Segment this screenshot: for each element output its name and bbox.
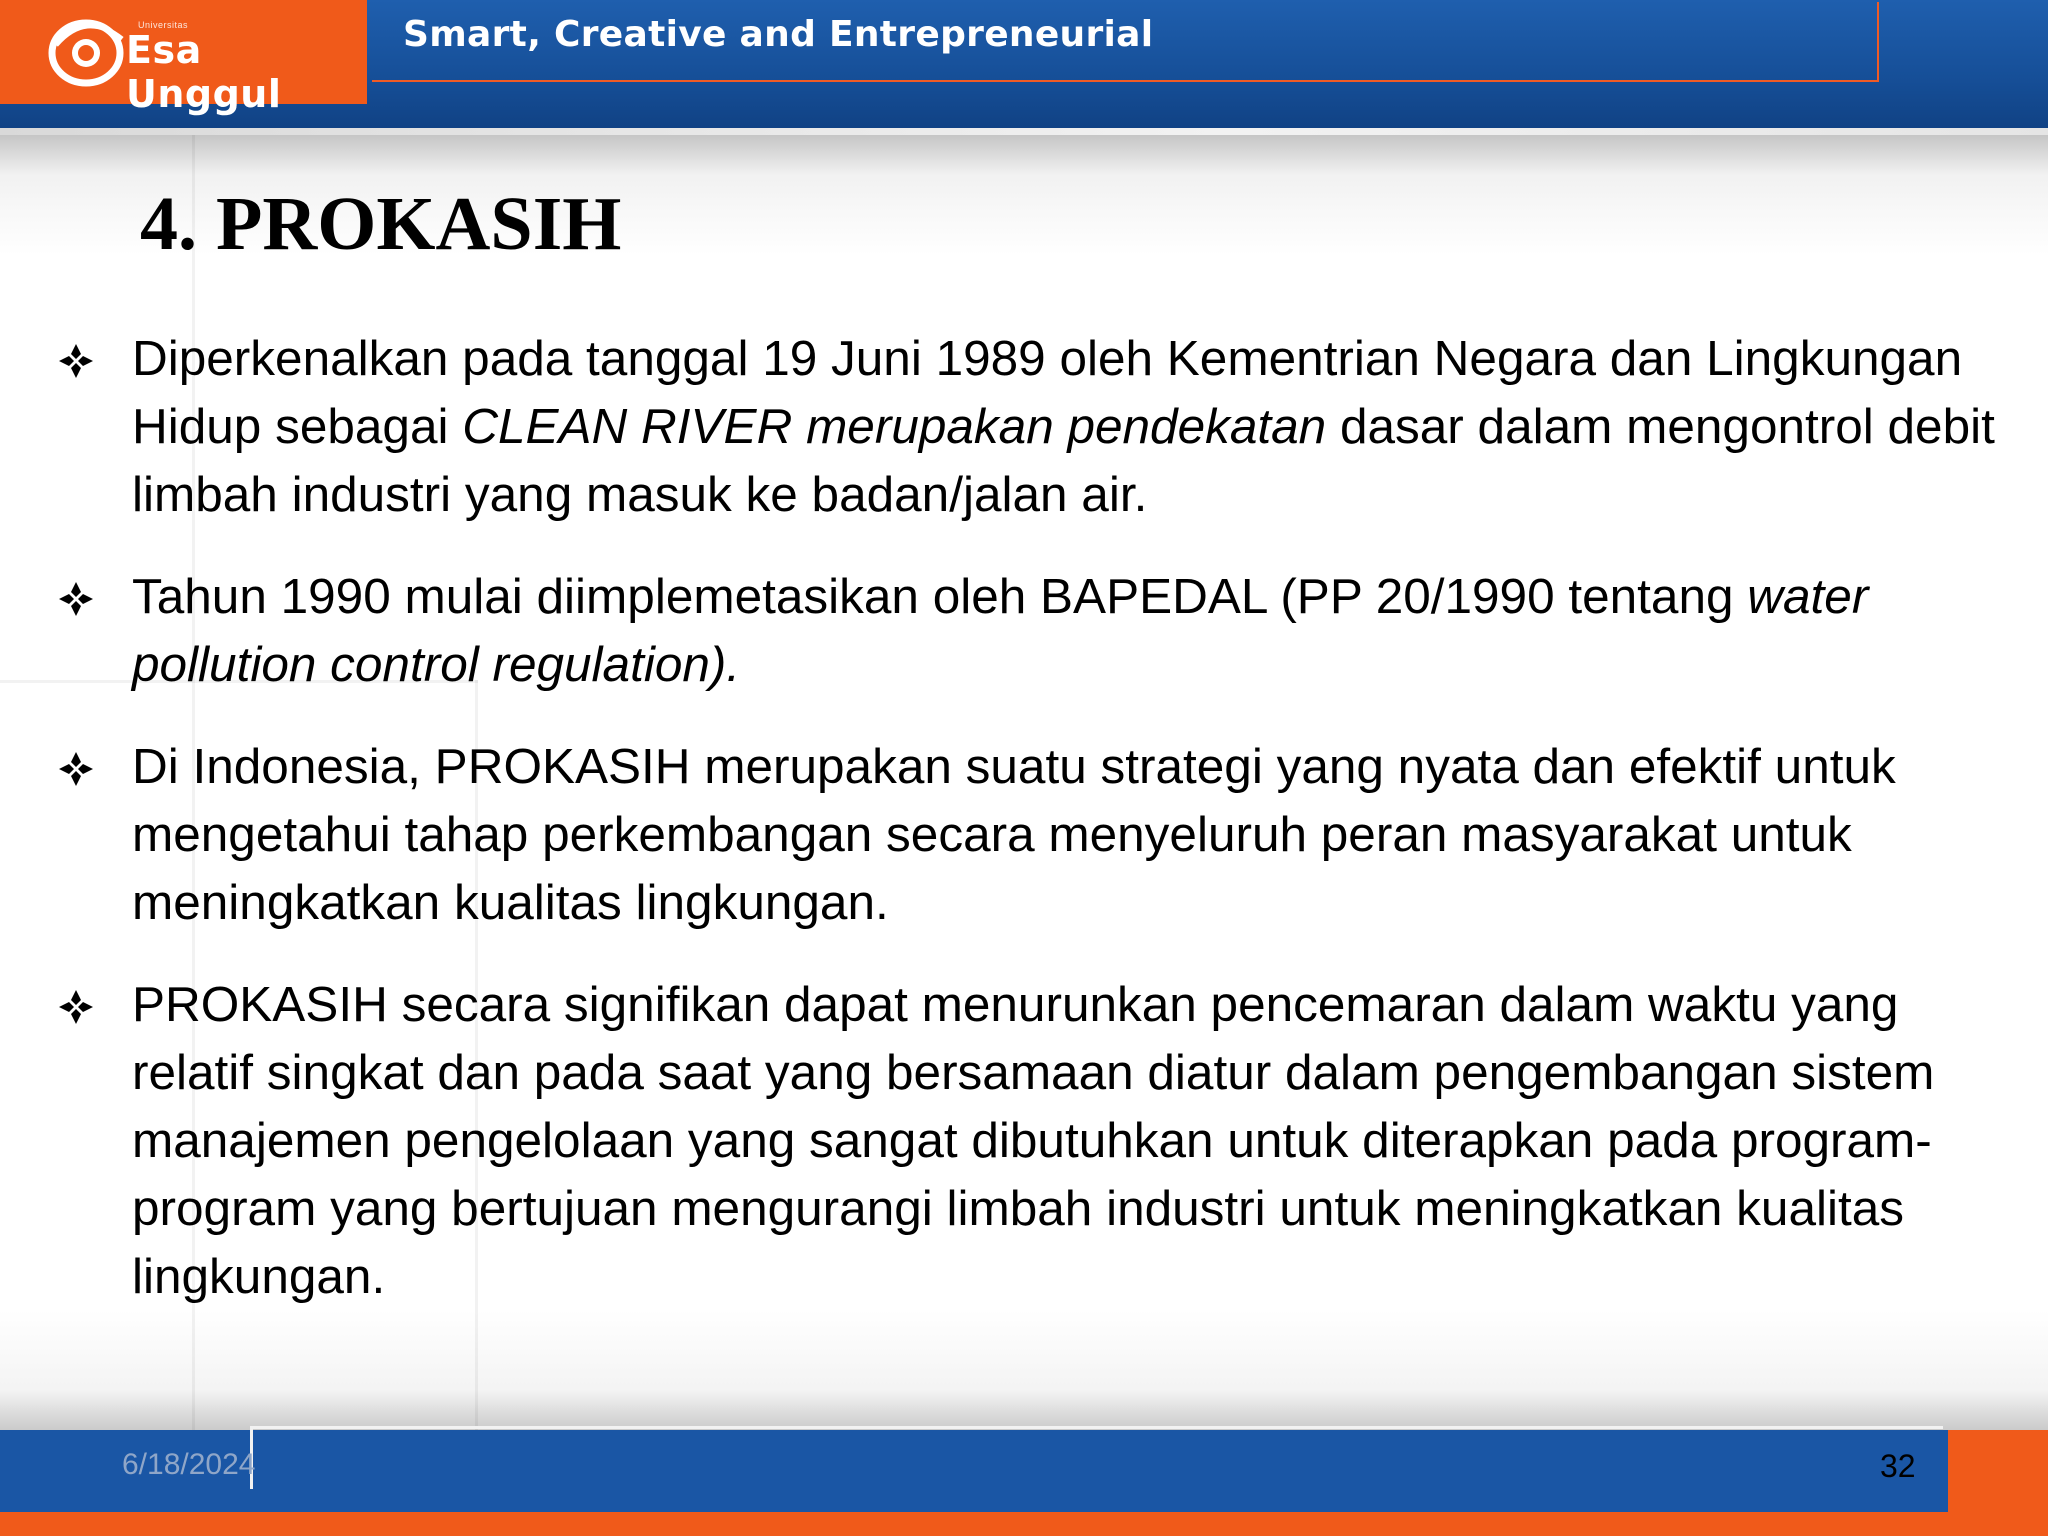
esa-unggul-logo-icon [46, 15, 128, 87]
diamond-bullet-icon [58, 343, 94, 379]
diamond-bullet-icon [58, 989, 94, 1025]
bullet-text: Di Indonesia, PROKASIH merupakan suatu strategi yang nyata dan efektif untuk mengetahui tahap perkembangan secara menyeluruh peran masyarakat untuk meningkatkan kualitas lingkungan. [132, 739, 1896, 930]
logo-text: Esa Unggul [126, 28, 282, 116]
bullet-text-italic: CLEAN RIVER merupakan pendekatan [462, 399, 1327, 454]
bullet-text-italic: water pollution control regulation). [132, 569, 1869, 692]
slide-date: 6/18/2024 [122, 1448, 256, 1481]
bullet-item [56, 563, 1996, 699]
bullet-item [56, 733, 1996, 937]
footer-frame-decoration [250, 1426, 1943, 1489]
slide-title: 4. PROKASIH [140, 182, 622, 266]
bullet-item [56, 971, 1996, 1311]
bullet-item [56, 325, 1996, 529]
footer-orange-strip [0, 1512, 2048, 1536]
footer-orange-corner [1948, 1430, 2048, 1536]
logo-small-text: Universitas [138, 20, 189, 30]
diamond-bullet-icon [58, 751, 94, 787]
logo [0, 0, 367, 116]
slide-page-number: 32 [1880, 1448, 1916, 1484]
bullet-text: Tahun 1990 mulai diimplemetasikan oleh BAPEDAL (PP 20/1990 tentang [132, 569, 1748, 624]
header-divider [0, 128, 2048, 135]
diamond-bullet-icon [58, 581, 94, 617]
bullet-list [56, 325, 1996, 1345]
tagline: Smart, Creative and Entrepreneurial [403, 14, 1154, 55]
bullet-text: PROKASIH secara signifikan dapat menurunkan pencemaran dalam waktu yang relatif singkat dan pada saat yang bersamaan diatur dalam pengembangan sistem manajemen pengelolaan yang sangat dibutuhkan untuk diterapkan pada program-program yang bertujuan mengurangi limbah industri untuk meningkatkan kualitas lingkungan. [132, 977, 1935, 1304]
bullet-text: Diperkenalkan pada tanggal 19 Juni 1989 oleh Kementrian Negara dan Lingkungan Hidup sebagai [132, 331, 1963, 454]
bullet-text: dasar dalam mengontrol debit limbah industri yang masuk ke badan/jalan air. [132, 399, 1995, 522]
